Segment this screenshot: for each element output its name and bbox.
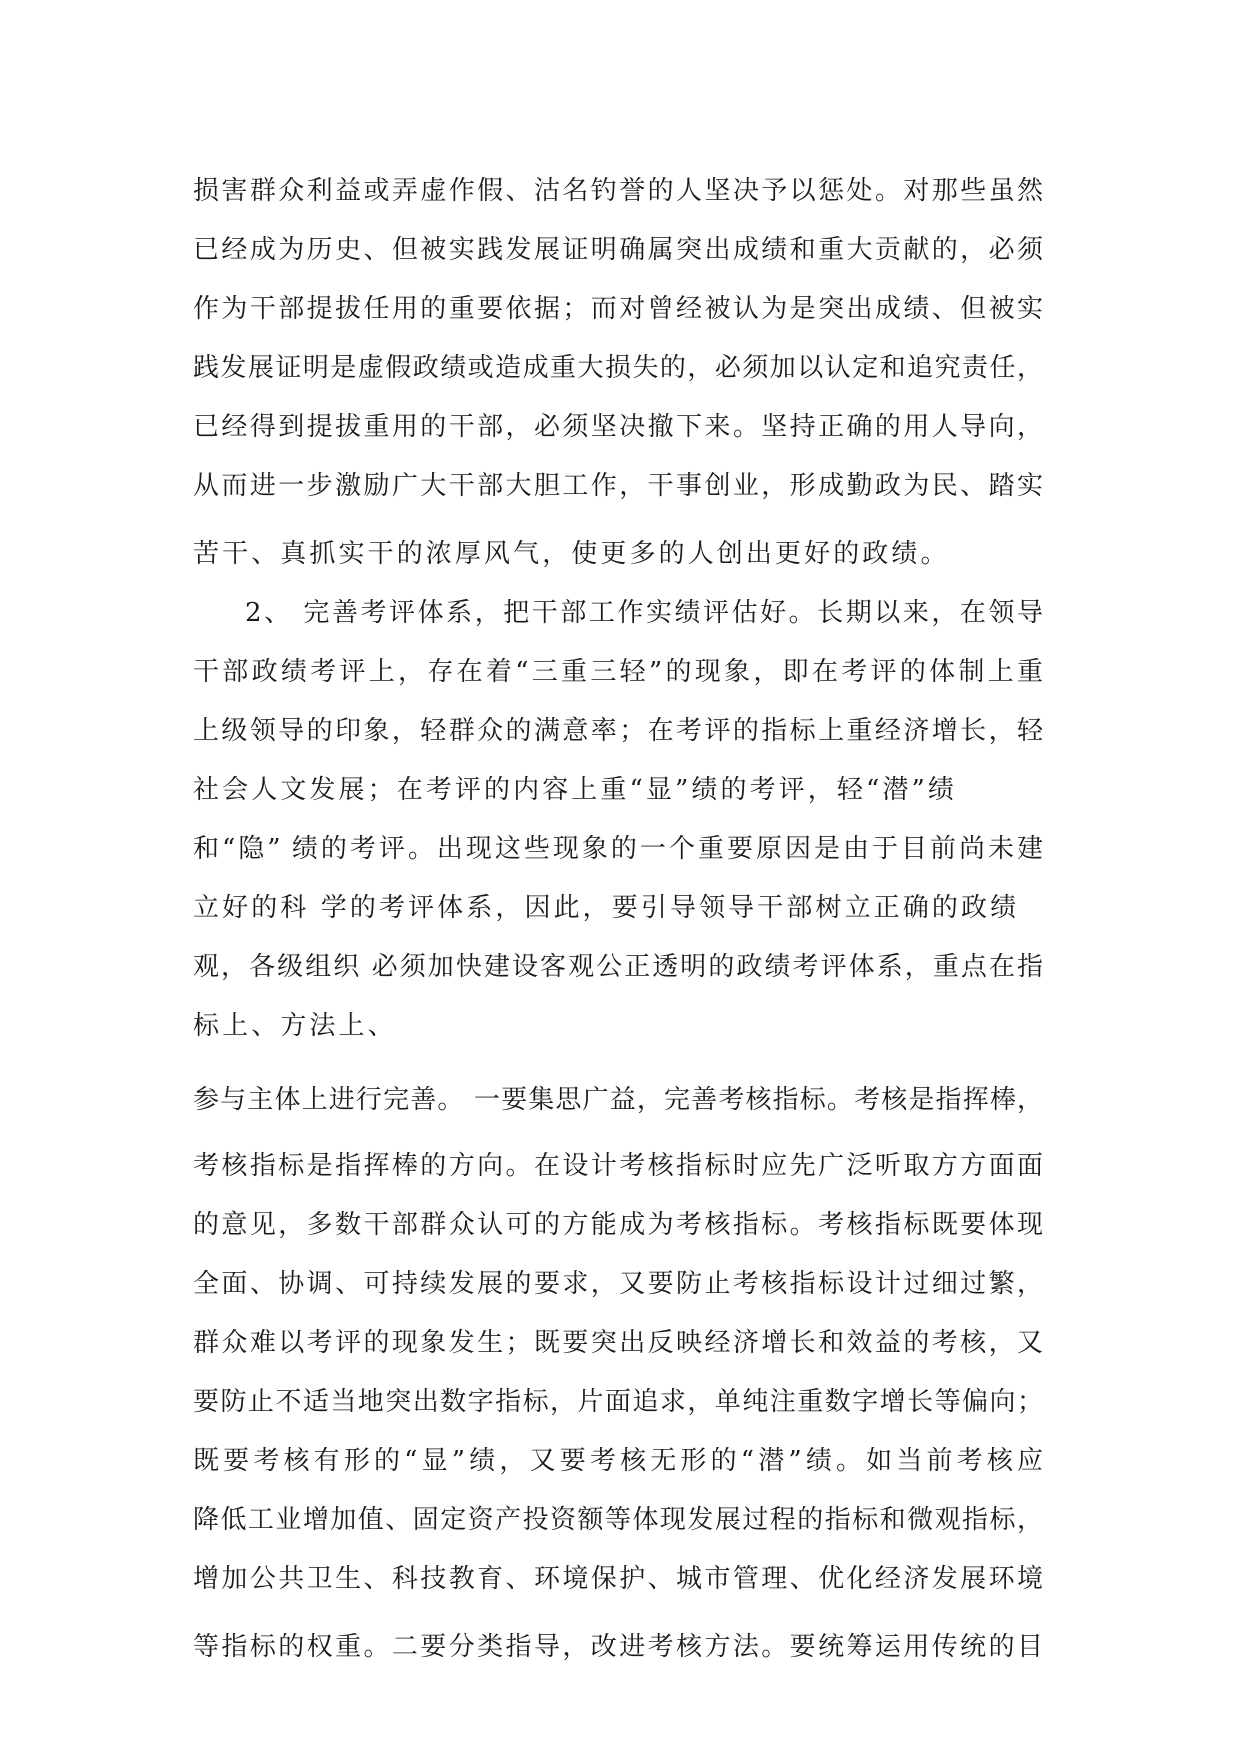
text-line: 观，各级组织 必须加快建设客观公正透明的政绩考评体系，重点在指: [193, 952, 1043, 982]
text-line: 上级领导的印象，轻群众的满意率；在考评的指标上重经济增长，轻: [193, 716, 1043, 746]
text-line: 损害群众利益或弄虚作假、沽名钓誉的人坚决予以惩处。对那些虽然: [193, 176, 1043, 206]
text-line: 的意见，多数干部群众认可的方能成为考核指标。考核指标既要体现: [193, 1210, 1043, 1240]
text-line: 已经成为历史、但被实践发展证明确属突出成绩和重大贡献的，必须: [193, 235, 1043, 265]
text-line: 干部政绩考评上，存在着“三重三轻”的现象，即在考评的体制上重: [193, 657, 1043, 687]
text-line: 要防止不适当地突出数字指标，片面追求，单纯注重数字增长等偏向；: [193, 1387, 1043, 1417]
text-line: 全面、协调、可持续发展的要求，又要防止考核指标设计过细过繁，: [193, 1269, 1043, 1299]
text-line: 降低工业增加值、固定资产投资额等体现发展过程的指标和微观指标，: [193, 1505, 1043, 1535]
text-line: 作为干部提拔任用的重要依据；而对曾经被认为是突出成绩、但被实: [193, 294, 1043, 324]
text-line: 群众难以考评的现象发生；既要突出反映经济增长和效益的考核，又: [193, 1328, 1043, 1358]
paragraph-heading-2: 2、 完善考评体系，把干部工作实绩评估好。长期以来，在领导: [245, 598, 1043, 628]
text-line: 践发展证明是虚假政绩或造成重大损失的，必须加以认定和追究责任，: [193, 353, 1043, 383]
text-line: 考核指标是指挥棒的方向。在设计考核指标时应先广泛听取方方面面: [193, 1151, 1043, 1181]
text-line: 和“隐” 绩的考评。出现这些现象的一个重要原因是由于目前尚未建: [193, 834, 1043, 864]
text-line: 从而进一步激励广大干部大胆工作，干事创业，形成勤政为民、踏实: [193, 471, 1043, 501]
text-line: 增加公共卫生、科技教育、环境保护、城市管理、优化经济发展环境: [193, 1564, 1043, 1594]
text-line: 立好的科 学的考评体系，因此，要引导领导干部树立正确的政绩: [193, 893, 1020, 923]
text-line: 已经得到提拔重用的干部，必须坚决撤下来。坚持正确的用人导向，: [193, 412, 1043, 442]
text-line: 社会人文发展；在考评的内容上重“显”绩的考评，轻“潜”绩: [193, 775, 957, 805]
text-line: 等指标的权重。二要分类指导，改进考核方法。要统筹运用传统的目: [193, 1632, 1043, 1662]
text-line: 既要考核有形的“显”绩，又要考核无形的“潜”绩。如当前考核应: [193, 1446, 1043, 1476]
text-line: 参与主体上进行完善。 一要集思广益，完善考核指标。考核是指挥棒，: [193, 1085, 1043, 1115]
text-line: 苦干、真抓实干的浓厚风气，使更多的人创出更好的政绩。: [193, 539, 950, 569]
text-line: 标上、方法上、: [193, 1011, 397, 1041]
